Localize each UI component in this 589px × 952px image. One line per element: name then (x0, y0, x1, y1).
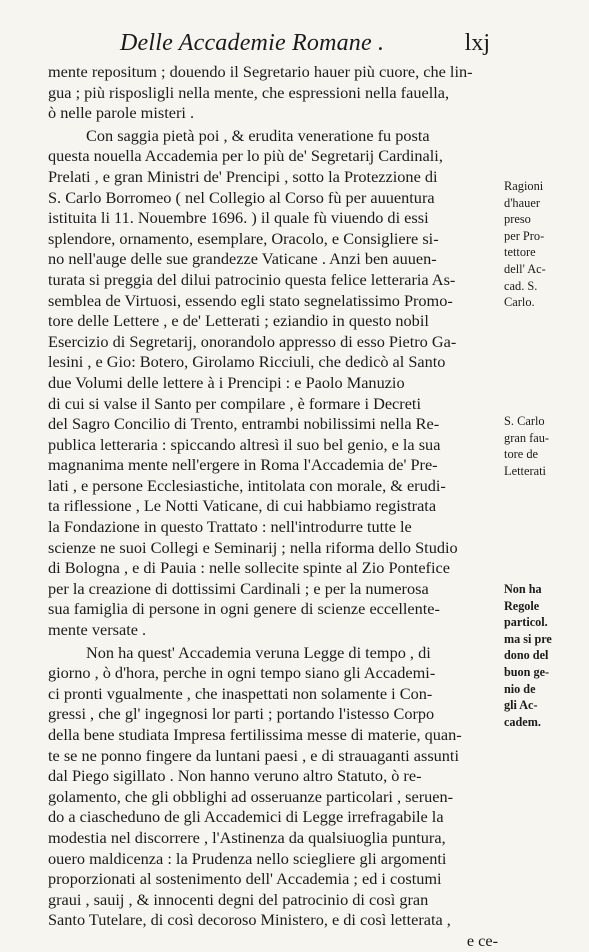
text-line: modestia nel discorrere , l'Astinenza da qualsiuoglia puntura, (48, 827, 446, 847)
text-line: do a ciascheduno de gli Accademici di Legge irrefragabile la (48, 807, 444, 827)
margin-note-line: Regole (504, 598, 540, 613)
margin-note-line: dell' Ac- (504, 261, 546, 276)
margin-note (504, 413, 582, 479)
text-line: tore delle Lettere , e de' Letterati ; eziandio in questo nobil (48, 311, 429, 331)
margin-note-line: Ragioni (504, 179, 544, 193)
margin-note-line: nio de (504, 681, 536, 696)
text-line: graui , sauij , & innocenti degni del patrocinio di così gran (48, 889, 429, 909)
text-line: Con saggia pietà poi , & erudita veneratione fu posta (86, 125, 430, 145)
text-line: gressi , che gl' ingegnosi lor parti ; portando l'istesso Corpo (48, 704, 435, 724)
margin-note-line: per Pro- (504, 228, 545, 243)
text-line: giorno , ò d'hora, perche in ogni tempo siano gli Accademi- (48, 663, 436, 683)
margin-note-line: Letterati (504, 463, 546, 478)
margin-note-line: buon ge- (504, 664, 550, 679)
text-line: ò nelle parole misteri . (48, 103, 195, 123)
text-line: per la creazione di dottissimi Cardinali ; e per la numerosa (48, 578, 429, 598)
text-line: publica letteraria : spiccando altresì il suo bel genio, e la sua (48, 434, 441, 454)
text-line: S. Carlo Borromeo ( nel Collegio al Corso fù per auuentura (48, 187, 435, 207)
text-line: ci pronti vgualmente , che inaspettati non solamente i Con- (48, 683, 433, 703)
text-line: no nell'auge delle sue grandezze Vaticane . Anzi ben auuen- (48, 249, 437, 269)
text-line: di cui si valse il Santo per compilare , è formare i Decreti (48, 393, 421, 413)
margin-note-line: preso (504, 212, 531, 227)
margin-note (504, 581, 582, 730)
margin-note-line: tore de (504, 447, 539, 462)
text-line: di Bologna , e di Pauia : nelle sollecite spinte al Zio Pontefice (48, 558, 450, 578)
text-line: dal Piego sigillato . Non hanno veruno altro Statuto, ò re- (48, 766, 422, 786)
margin-note-line: dono del (504, 648, 549, 663)
text-line: mente repositum ; douendo il Segretario hauer più cuore, che lin- (48, 62, 473, 81)
text-line: e ce- (466, 930, 498, 950)
text-line: ouero maldicenza : la Prudenza nello sciegliere gli argomenti (48, 848, 447, 868)
margin-note-line: particol. (504, 615, 548, 630)
text-line: Esercizio di Segretarij, onorandolo appresso di esso Pietro Ga- (48, 331, 457, 351)
margin-note-line: cadem. (504, 714, 541, 729)
text-line: lesini , e Gio: Botero, Girolamo Ricciuli, che dedicò al Santo (48, 352, 446, 372)
text-line: Non ha quest' Accademia veruna Legge di tempo , di (86, 642, 431, 662)
text-line: turata si preggia del dilui patrocinio questa felice letteraria As- (48, 269, 456, 289)
margin-note-line: ma si pre (504, 631, 552, 646)
page-header (120, 30, 490, 64)
text-line: questa nouella Accademia per lo più de' Segretarij Cardinali, (48, 146, 443, 166)
running-head: Delle Accademie Romane . (120, 30, 385, 56)
text-line: sua famiglia di persone in ogni genere di scienze eccellente- (48, 599, 440, 619)
text-line: la Fondazione in questo Trattato : nell'introdurre tutte le (48, 517, 412, 537)
margin-note-line: S. Carlo (504, 414, 545, 428)
body-text (48, 62, 498, 952)
text-line: gua ; più risposligli nella mente, che espressioni nella fauella, (48, 82, 450, 102)
text-line: mente versate . (48, 620, 147, 640)
margin-note-line: cad. S. (504, 278, 538, 293)
margin-note-line: gran fau- (504, 430, 550, 445)
text-line: della bene studiata Impresa fertilissima messe di materie, quan- (48, 725, 462, 744)
text-line: del Sagro Concilio di Trento, entrambi nobilissimi nella Re- (48, 414, 440, 434)
text-line: istituita li 11. Nouembre 1696. ) il quale fù viuendo di essi (48, 208, 429, 228)
text-line: magnanima mente nell'ergere in Roma l'Accademia de' Pre- (48, 455, 438, 475)
text-line: lati , e persone Ecclesiastiche, intitolata con morale, & erudi- (48, 475, 446, 495)
margin-note-line: gli Ac- (504, 698, 538, 713)
text-line: semblea de Virtuosi, essendo egli stato segnelatissimo Promo- (48, 290, 453, 310)
margin-note-line: Non ha (504, 582, 542, 596)
margin-note-line: Carlo. (504, 295, 535, 310)
margin-note-line: d'hauer (504, 195, 540, 210)
text-line: Prelati , e gran Ministri de' Prencipi , sotto la Protezzione di (48, 166, 438, 186)
page-number: lxj (464, 30, 490, 56)
text-line: due Volumi delle lettere à i Prencipi : e Paolo Manuzio (48, 372, 405, 392)
text-line: proporzionati al sostenimento dell' Accademia ; ed i costumi (48, 869, 442, 889)
margin-note-line: tettore (504, 245, 536, 260)
text-line: Santo Tutelare, di così decoroso Ministero, e di così letterata , (48, 910, 451, 930)
text-line: splendore, ornamento, esemplare, Oracolo, e Consigliere si- (48, 228, 439, 248)
margin-note (504, 178, 582, 311)
text-line: scienze ne suoi Collegi e Seminarij ; nella riforma dello Studio (48, 537, 458, 557)
text-line: te se ne ponno fingere da luntani paesi , e di strauaganti assunti (48, 745, 459, 765)
text-line: golamento, che gli obblighi ad osseruanze particolari , seruen- (48, 786, 454, 806)
text-line: ta riflessione , Le Notti Vaticane, di cui habbiamo registrata (48, 496, 437, 516)
